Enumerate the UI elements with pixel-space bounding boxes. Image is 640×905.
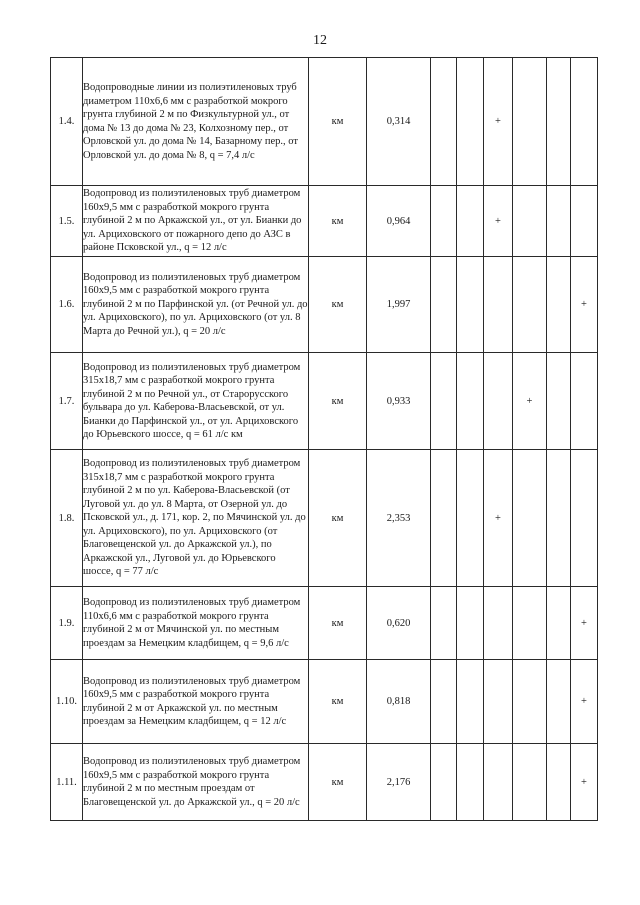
row-number: 1.4. [51,58,83,186]
row-number: 1.8. [51,450,83,587]
unit-cell: км [309,58,367,186]
table-row [51,744,598,821]
unit-cell: км [309,186,367,257]
mark-cell [484,353,513,450]
mark-cell [431,450,457,587]
mark-cell [431,58,457,186]
work-description: Водопровод из полиэтиленовых труб диаметром 110х6,6 мм с разработкой мокрого грунта глубиной 2 м от Мячинской ул. по местным проездам за Немецким кладбищем, q = 9,6 л/с [83,587,309,660]
row-number: 1.9. [51,587,83,660]
mark-cell: + [513,353,547,450]
page-number: 12 [313,33,327,48]
mark-cell [431,744,457,821]
mark-cell [431,257,457,353]
mark-cell [513,450,547,587]
mark-cell [431,186,457,257]
work-description: Водопровод из полиэтиленовых труб диаметром 160х9,5 мм с разработкой мокрого грунта глубиной 2 м от Аркажской ул. по местным проездам за Немецким кладбищем, q = 12 л/с [83,660,309,744]
mark-cell [547,744,571,821]
quantity-cell: 2,353 [367,450,431,587]
mark-cell [457,450,484,587]
quantity-cell: 2,176 [367,744,431,821]
work-description: Водопроводные линии из полиэтиленовых труб диаметром 110х6,6 мм с разработкой мокрого грунта глубиной 2 м по Физкультурной ул., от дома № 13 до дома № 23, Колхозному пер., от Орловской ул. до дома № 14, Базарному пер., от Орловской ул. до дома № 8, q = 7,4 л/с [83,58,309,186]
mark-cell [457,744,484,821]
quantity-cell: 1,997 [367,257,431,353]
table-row [51,353,598,450]
mark-cell [547,450,571,587]
mark-cell [513,58,547,186]
mark-cell [571,450,598,587]
mark-cell [547,587,571,660]
unit-cell: км [309,744,367,821]
table-row [51,587,598,660]
mark-cell [547,257,571,353]
row-number: 1.6. [51,257,83,353]
mark-cell [457,58,484,186]
mark-cell: + [484,186,513,257]
works-table-body [51,58,598,821]
unit-cell: км [309,660,367,744]
row-number: 1.7. [51,353,83,450]
mark-cell [484,660,513,744]
quantity-cell: 0,964 [367,186,431,257]
quantity-cell: 0,620 [367,587,431,660]
mark-cell [513,660,547,744]
mark-cell: + [571,257,598,353]
mark-cell [547,660,571,744]
mark-cell: + [484,450,513,587]
work-description: Водопровод из полиэтиленовых труб диаметром 315х18,7 мм с разработкой мокрого грунта глубиной 2 м по ул. Каберова-Власьевской (от Луговой ул. до ул. 8 Марта, от Озерной ул. до Псковской ул., д. 171, кор. 2, по Мячинской ул. до ул. Арциховского), по ул. Арциховского (от Благовещенской ул. до Аркажской ул.), по Аркажской ул., Луговой ул. до Юрьевского шоссе, q = 77 л/с [83,450,309,587]
mark-cell [431,660,457,744]
quantity-cell: 0,818 [367,660,431,744]
unit-cell: км [309,353,367,450]
quantity-cell: 0,314 [367,58,431,186]
mark-cell [457,660,484,744]
mark-cell: + [571,660,598,744]
unit-cell: км [309,257,367,353]
works-table [50,57,598,821]
mark-cell [457,186,484,257]
mark-cell [547,353,571,450]
table-row [51,660,598,744]
mark-cell [571,58,598,186]
mark-cell: + [571,587,598,660]
mark-cell: + [484,58,513,186]
table-row [51,257,598,353]
mark-cell [513,257,547,353]
mark-cell [513,186,547,257]
mark-cell [431,353,457,450]
mark-cell [484,257,513,353]
mark-cell [484,587,513,660]
quantity-cell: 0,933 [367,353,431,450]
mark-cell [457,587,484,660]
work-description: Водопровод из полиэтиленовых труб диаметром 160х9,5 мм с разработкой мокрого грунта глубиной 2 м по местным проездам от Благовещенской ул. до Аркажской ул., q = 20 л/с [83,744,309,821]
mark-cell [513,744,547,821]
work-description: Водопровод из полиэтиленовых труб диаметром 160х9,5 мм с разработкой мокрого грунта глубиной 2 м по Аркажской ул., от ул. Бианки до ул. Арциховского от пожарного депо до АЗС в районе Псковской ул., q = 12 л/с [83,186,309,257]
work-description: Водопровод из полиэтиленовых труб диаметром 160х9,5 мм с разработкой мокрого грунта глубиной 2 м по Парфинской ул. (от Речной ул. до ул. Арциховского), по ул. Арциховского (от ул. 8 Марта до Речной ул.), q = 20 л/с [83,257,309,353]
mark-cell [484,744,513,821]
mark-cell [571,353,598,450]
table-row [51,58,598,186]
row-number: 1.10. [51,660,83,744]
mark-cell [431,587,457,660]
mark-cell [457,353,484,450]
row-number: 1.5. [51,186,83,257]
table-row [51,186,598,257]
mark-cell [547,58,571,186]
table-row [51,450,598,587]
unit-cell: км [309,450,367,587]
mark-cell [547,186,571,257]
work-description: Водопровод из полиэтиленовых труб диаметром 315х18,7 мм с разработкой мокрого грунта глубиной 2 м по Речной ул., от Старорусского бульвара до ул. Каберова-Власьевской, от ул. Бианки до Парфинской ул., от ул. Арциховского до Юрьевского шоссе, q = 61 л/с км [83,353,309,450]
unit-cell: км [309,587,367,660]
mark-cell [457,257,484,353]
mark-cell: + [571,744,598,821]
mark-cell [571,186,598,257]
row-number: 1.11. [51,744,83,821]
mark-cell [513,587,547,660]
